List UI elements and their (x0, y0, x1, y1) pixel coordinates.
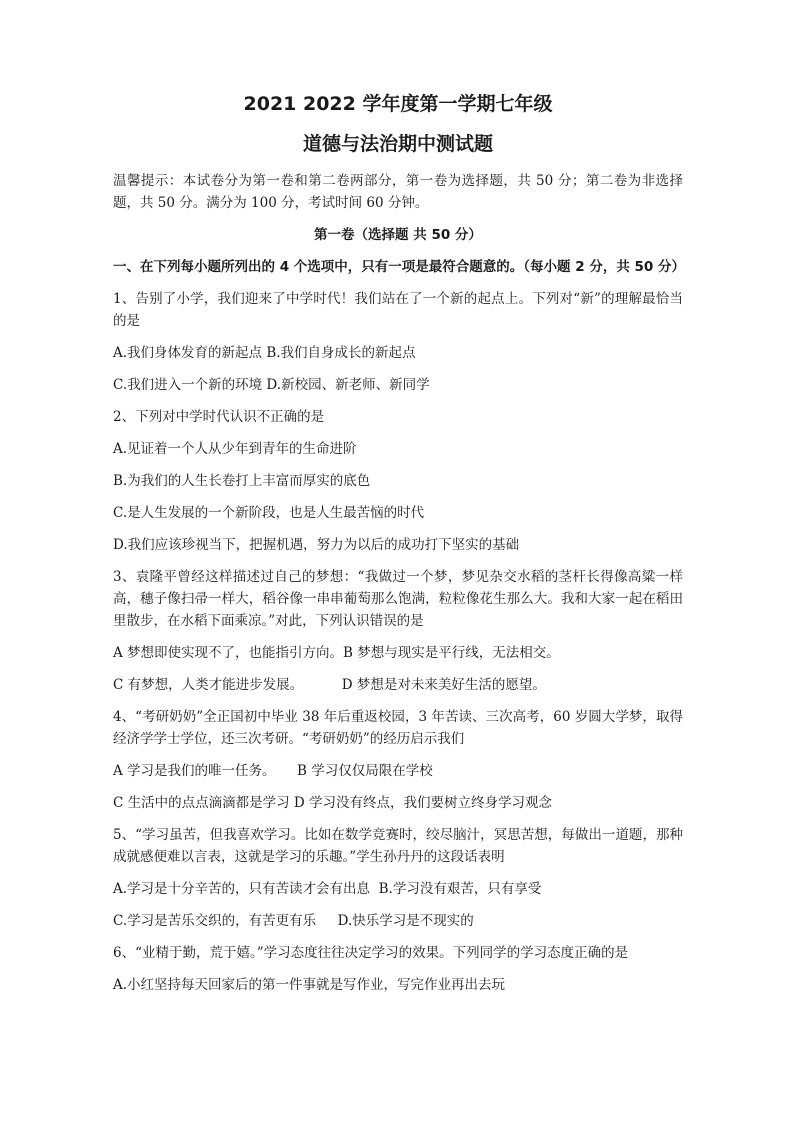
question-3-options-row-2: C 有梦想，人类才能进步发展。 D 梦想是对未来美好生活的愿望。 (113, 677, 546, 693)
question-2-option-d: D.我们应该珍视当下，把握机遇，努力为以后的成功打下坚实的基础 (113, 537, 520, 553)
question-1-stem: 1、告别了小学，我们迎来了中学时代！我们站在了一个新的起点上。下列对“新”的理解最恰当的是 (113, 291, 683, 329)
question-1-options-row-2: C.我们进入一个新的环境 D.新校园、新老师、新同学 (113, 377, 430, 393)
question-5-options-row-2: C.学习是苦乐交织的，有苦更有乐 D.快乐学习是不现实的 (113, 913, 474, 929)
question-3-stem: 3、袁隆平曾经这样描述过自己的梦想：“我做过一个梦，梦见杂交水稻的茎杆长得像高粱一样高，穗子像扫帚一样大，稻谷像一串串葡萄那么饱满，粒粒像花生那么大。我和大家一起在稻田里散步，在水稻下面乘凉。”对此，下列认识错误的是 (113, 569, 683, 629)
exam-subtitle: 道德与法治期中测试题 (302, 133, 493, 155)
question-4-stem: 4、“考研奶奶”全正国初中毕业 38 年后重返校园，3 年苦读、三次高考，60 岁圆大学梦，取得经济学学士学位，还三次考研。“考研奶奶”的经历启示我们 (113, 709, 683, 747)
exam-notice: 温馨提示：本试卷分为第一卷和第二卷两部分，第一卷为选择题，共 50 分；第二卷为非选择题，共 50 分。满分为 100 分，考试时间 60 分钟。 (113, 173, 683, 211)
question-4-options-row-2: C 生活中的点点滴滴都是学习 D 学习没有终点，我们要树立终身学习观念 (113, 795, 553, 811)
question-6-option-a: A.小红坚持每天回家后的第一件事就是写作业，写完作业再出去玩 (113, 977, 506, 993)
exam-page (113, 92, 686, 996)
question-2-stem: 2、下列对中学时代认识不正确的是 (113, 409, 325, 425)
question-5-stem: 5、“学习虽苦，但我喜欢学习。比如在数学竞赛时，绞尽脑汁，冥思苦想，每做出一道题，那种成就感便难以言表，这就是学习的乐趣。”学生孙丹丹的这段话表明 (113, 827, 683, 865)
question-2-option-b: B.为我们的人生长卷打上丰富而厚实的底色 (113, 473, 371, 489)
question-6-stem: 6、“业精于勤，荒于嬉。”学习态度往往决定学习的效果。下列同学的学习态度正确的是 (113, 945, 629, 961)
part-heading: 一、在下列每小题所列出的 4 个选项中，只有一项是最符合题意的。（每小题 2 分，共 50 分） (113, 259, 686, 275)
exam-title: 2021 2022 学年度第一学期七年级 (243, 93, 553, 115)
question-2-option-c: C.是人生发展的一个新阶段，也是人生最苦恼的时代 (113, 505, 425, 521)
question-2-option-a: A.见证着一个人从少年到青年的生命进阶 (113, 441, 357, 457)
question-5-options-row-1: A.学习是十分辛苦的，只有苦读才会有出息 B.学习没有艰苦，只有享受 (113, 881, 542, 897)
question-1-options-row-1: A.我们身体发育的新起点 B.我们自身成长的新起点 (113, 345, 416, 361)
section-title: 第一卷（选择题 共 50 分） (314, 227, 482, 243)
question-4-options-row-1: A 学习是我们的唯一任务。 B 学习仅仅局限在学校 (113, 763, 433, 779)
question-3-options-row-1: A 梦想即使实现不了，也能指引方向。B 梦想与现实是平行线，无法相交。 (113, 645, 560, 661)
